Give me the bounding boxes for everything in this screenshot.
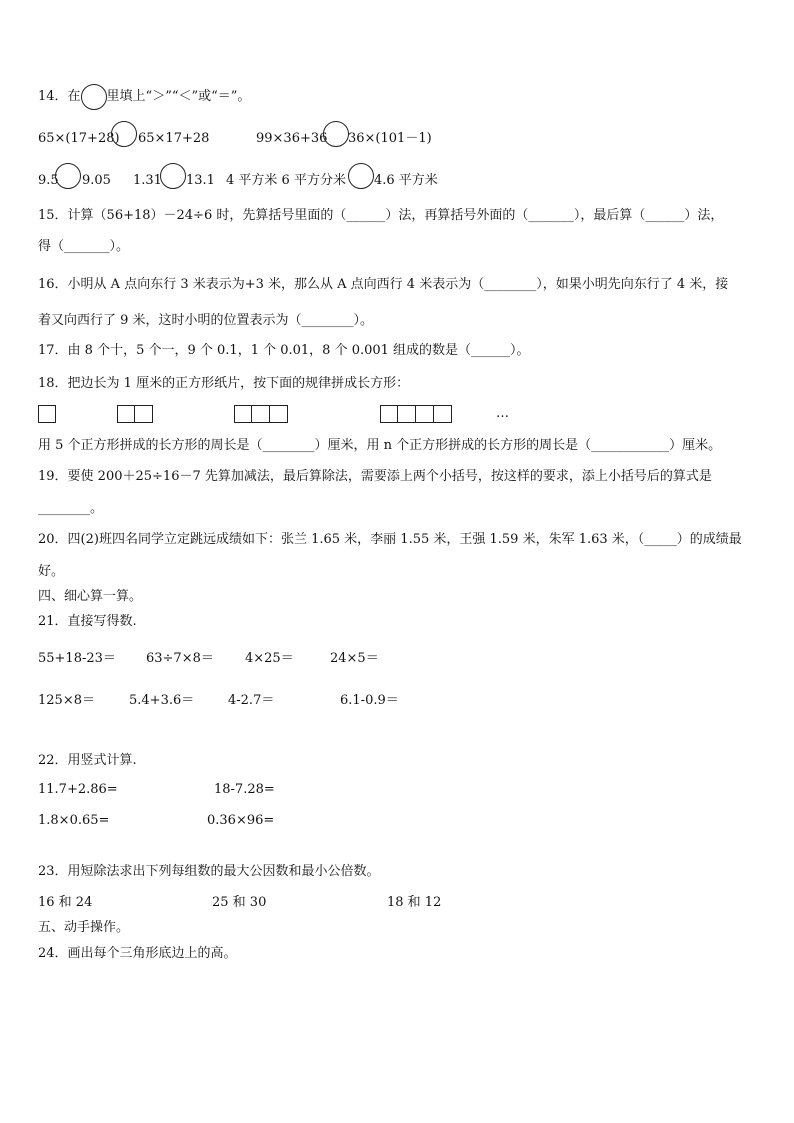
square-group-3 [234, 405, 288, 423]
number-pair: 25 和 30 [212, 895, 267, 910]
q16-line1: 16．小明从 A 点向东行 3 米表示为+3 米，那么从 A 点向西行 4 米表示为（________），如果小明先向东行了 4 米，接 [38, 277, 729, 292]
ellipsis: … [496, 406, 509, 421]
expr: 13.1 [186, 173, 215, 188]
q14-prefix: 14．在 [38, 89, 81, 104]
calc-item: 11.7+2.86= [38, 782, 118, 797]
answer-circle[interactable] [81, 84, 107, 110]
calc-item: 0.36×96= [207, 813, 275, 828]
q23-title: 23．用短除法求出下列每组数的最大公因数和最小公倍数。 [38, 864, 380, 879]
number-pair: 18 和 12 [387, 895, 442, 910]
q20-line1: 20．四(2)班四名同学立定跳远成绩如下：张兰 1.65 米，李丽 1.55 米，王强 1.59 米，朱军 1.63 米，（_____）的成绩最 [38, 532, 742, 547]
expr: 99×36+36 [256, 131, 328, 146]
answer-circle[interactable] [111, 121, 137, 147]
expr: 1.31 [133, 173, 162, 188]
expr: 4.6 平方米 [374, 173, 438, 188]
number-pair: 16 和 24 [38, 895, 93, 910]
answer-circle[interactable] [55, 163, 81, 189]
square [234, 405, 252, 423]
expr: 65×(17+28) [38, 131, 120, 146]
answer-circle[interactable] [160, 163, 186, 189]
answer-circle[interactable] [323, 121, 349, 147]
q15-line1: 15．计算（56+18）－24÷6 时，先算括号里面的（______）法，再算括号外面的（_______），最后算（______）法， [38, 208, 724, 223]
square [416, 405, 434, 423]
calc-item: 5.4+3.6＝ [129, 693, 195, 708]
expr: 65×17+28 [138, 131, 210, 146]
square [434, 405, 452, 423]
calc-item: 125×8＝ [38, 693, 95, 708]
calc-item: 63÷7×8＝ [146, 651, 214, 666]
calc-item: 24×5＝ [330, 651, 379, 666]
q17-line: 17．由 8 个十，5 个一，9 个 0.1，1 个 0.01，8 个 0.001 组成的数是（______）。 [38, 343, 530, 358]
q18-line2: 用 5 个正方形拼成的长方形的周长是（________）厘米，用 n 个正方形拼成的长方形的周长是（____________）厘米。 [38, 438, 722, 453]
square-group-4 [380, 405, 452, 423]
expr: 9.05 [82, 173, 111, 188]
q22-title: 22．用竖式计算. [38, 753, 137, 768]
square [117, 405, 135, 423]
square-group-1 [38, 405, 56, 423]
q21-title: 21．直接写得数. [38, 614, 137, 629]
q15-line2: 得（_______）。 [38, 239, 130, 254]
q16-line2: 着又向西行了 9 米，这时小明的位置表示为（________）。 [38, 313, 374, 328]
square [398, 405, 416, 423]
q24-line: 24．画出每个三角形底边上的高。 [38, 946, 237, 961]
expr: 36×(101－1) [348, 131, 432, 146]
q19-line1: 19．要使 200＋25÷16－7 先算加减法，最后算除法，需要添上两个小括号，按这样的要求，添上小括号后的算式是 [38, 469, 712, 484]
section-4-title: 四、细心算一算。 [38, 589, 143, 604]
expr: 9.5 [38, 173, 59, 188]
calc-item: 18-7.28= [214, 782, 275, 797]
square [270, 405, 288, 423]
calc-item: 4-2.7＝ [228, 693, 275, 708]
square [252, 405, 270, 423]
answer-circle[interactable] [348, 163, 374, 189]
calc-item: 55+18-23＝ [38, 651, 116, 666]
q14-instruction: 里填上“＞”“＜”或“＝”。 [106, 89, 251, 104]
calc-item: 1.8×0.65= [38, 813, 110, 828]
q19-line2: ________。 [38, 501, 104, 516]
square-group-2 [117, 405, 153, 423]
expr: 4 平方米 6 平方分米 [226, 173, 346, 188]
q20-line2: 好。 [38, 564, 65, 579]
q14-line [38, 88, 250, 106]
q18-line1: 18．把边长为 1 厘米的正方形纸片，按下面的规律拼成长方形： [38, 376, 410, 391]
calc-item: 4×25＝ [245, 651, 294, 666]
square [38, 405, 56, 423]
calc-item: 6.1-0.9＝ [340, 693, 399, 708]
square [380, 405, 398, 423]
square [135, 405, 153, 423]
section-5-title: 五、动手操作。 [38, 920, 130, 935]
